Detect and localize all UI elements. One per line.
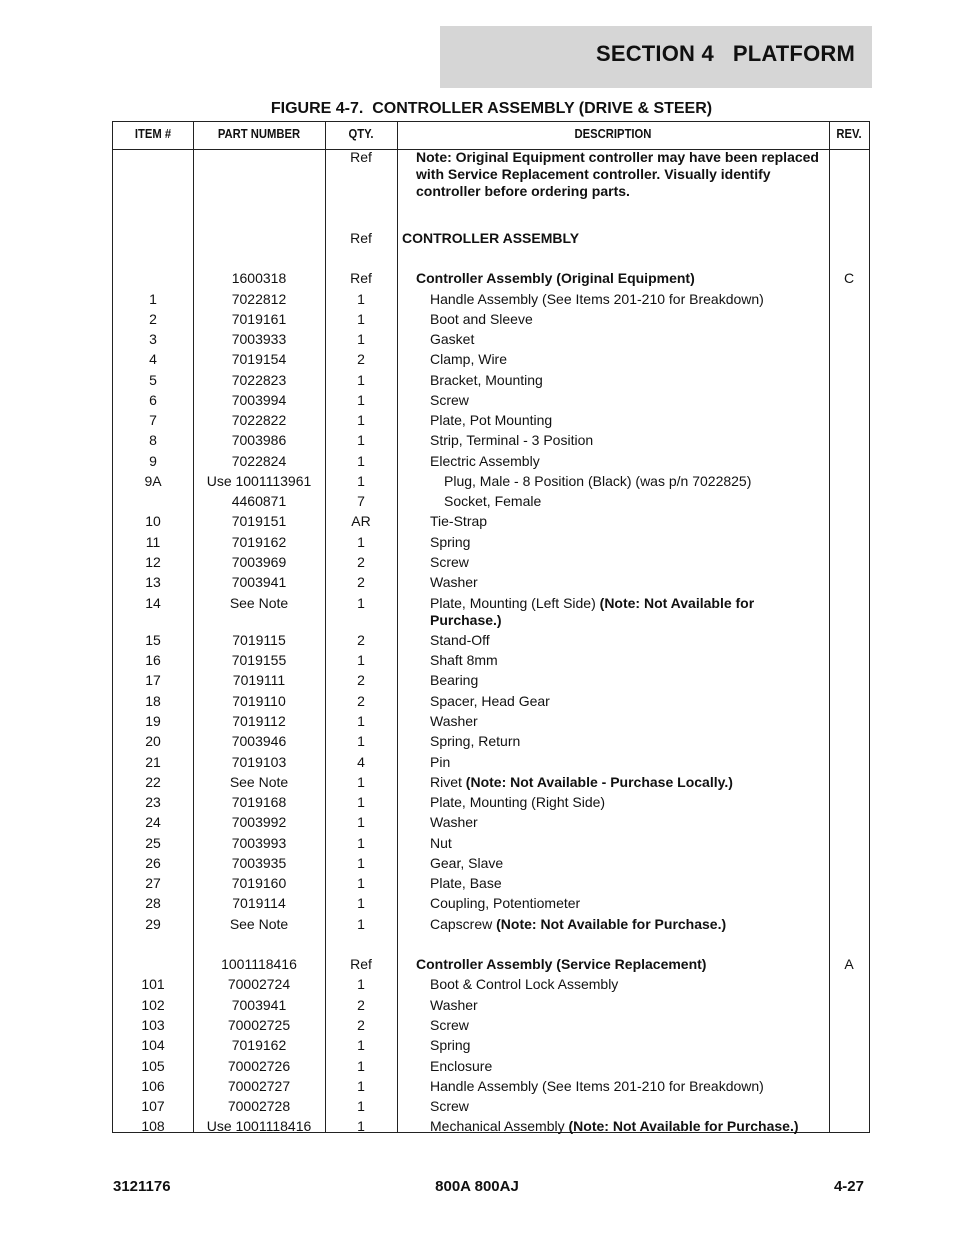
- quantity: 1: [357, 595, 365, 611]
- description: [430, 733, 821, 750]
- item-number: 2: [149, 311, 157, 327]
- item-number: 108: [141, 1118, 165, 1134]
- item-number: 28: [145, 895, 161, 911]
- part-number: 7019151: [231, 513, 287, 529]
- footer-model: 800A 800AJ: [435, 1178, 519, 1195]
- description-text: Screw: [430, 1098, 469, 1114]
- quantity: 2: [357, 632, 365, 648]
- description-text: Washer: [430, 814, 478, 830]
- description-text: Nut: [430, 835, 452, 851]
- item-number: 17: [145, 672, 161, 688]
- quantity: 7: [357, 493, 365, 509]
- description-text: Handle Assembly (See Items 201-210 for Breakdown): [430, 1078, 764, 1094]
- part-number: 7019154: [231, 351, 287, 367]
- description-text: Gasket: [430, 331, 475, 347]
- part-number: 70002728: [227, 1098, 291, 1114]
- quantity: 1: [357, 976, 365, 992]
- quantity: 1: [357, 1037, 365, 1053]
- part-number: 4460871: [231, 493, 287, 509]
- item-number: 25: [145, 835, 161, 851]
- quantity: 1: [357, 1118, 365, 1134]
- quantity: Ref: [350, 230, 372, 246]
- description: [430, 855, 821, 872]
- description: [430, 574, 821, 591]
- description-text: Stand-Off: [430, 632, 490, 648]
- item-number: 16: [145, 652, 161, 668]
- description: [430, 997, 821, 1014]
- part-number: 7022824: [231, 453, 287, 469]
- description-text: Rivet: [430, 774, 466, 790]
- quantity: 2: [357, 351, 365, 367]
- revision: C: [843, 270, 855, 286]
- quantity: Ref: [350, 149, 372, 165]
- description: [430, 1037, 821, 1054]
- part-number: 7019160: [231, 875, 287, 891]
- column-divider: [397, 122, 398, 1132]
- part-number: 7022823: [231, 372, 287, 388]
- part-number: 7019111: [232, 672, 286, 688]
- part-number: 7003941: [231, 574, 287, 590]
- header-item: ITEM #: [134, 127, 172, 141]
- description-text: Controller Assembly (Original Equipment): [416, 270, 695, 286]
- quantity: 1: [357, 372, 365, 388]
- description-text: Boot and Sleeve: [430, 311, 533, 327]
- part-number: 7019162: [231, 534, 287, 550]
- description-text: Plate, Pot Mounting: [430, 412, 553, 428]
- item-number: 29: [145, 916, 161, 932]
- description: [430, 814, 821, 831]
- quantity: 1: [357, 855, 365, 871]
- description-text: Clamp, Wire: [430, 351, 508, 367]
- item-number: 22: [145, 774, 161, 790]
- quantity: 1: [357, 331, 365, 347]
- description: [430, 311, 821, 328]
- description: [430, 976, 821, 993]
- header-description: DESCRIPTION: [574, 127, 652, 141]
- part-number: 7003986: [231, 432, 287, 448]
- section-title: SECTION 4 PLATFORM: [595, 41, 855, 66]
- part-number: 7019155: [231, 652, 287, 668]
- part-number: 7003993: [231, 835, 287, 851]
- description-text: Mechanical Assembly: [430, 1118, 569, 1134]
- description: [430, 412, 821, 429]
- header-part-number: PART NUMBER: [217, 127, 301, 141]
- description-text: Boot & Control Lock Assembly: [430, 976, 619, 992]
- item-number: 23: [145, 794, 161, 810]
- description-text: Plate, Mounting (Left Side): [430, 595, 600, 611]
- description: [430, 895, 821, 912]
- quantity: 1: [357, 453, 365, 469]
- part-number: 7022822: [231, 412, 287, 428]
- part-number: 1600318: [231, 270, 287, 286]
- quantity: 2: [357, 554, 365, 570]
- quantity: 1: [357, 432, 365, 448]
- description-text: Pin: [430, 754, 451, 770]
- description-text: Bracket, Mounting: [430, 372, 543, 388]
- description: [402, 230, 821, 247]
- quantity: 1: [357, 311, 365, 327]
- part-number: 7019115: [232, 632, 286, 648]
- part-number: 70002725: [227, 1017, 291, 1033]
- part-number: See Note: [229, 774, 289, 790]
- table-header: [113, 122, 869, 150]
- description: [430, 774, 821, 791]
- section-banner: [440, 26, 872, 88]
- item-number: 4: [149, 351, 157, 367]
- quantity: 2: [357, 574, 365, 590]
- description: [430, 513, 821, 530]
- description: [430, 1078, 821, 1095]
- description-text: Plate, Base: [430, 875, 502, 891]
- item-number: 107: [141, 1098, 165, 1114]
- description-text: CONTROLLER ASSEMBLY: [402, 230, 580, 246]
- description-text: Tie-Strap: [430, 513, 488, 529]
- description-text: Washer: [430, 574, 478, 590]
- part-number: Use 1001118416: [206, 1118, 312, 1134]
- item-number: 1: [149, 291, 157, 307]
- part-number: 7022812: [231, 291, 287, 307]
- footer-document-number: 3121176: [113, 1178, 171, 1195]
- part-number: 7019103: [231, 754, 287, 770]
- description: [430, 351, 821, 368]
- description-text: Spring, Return: [430, 733, 521, 749]
- item-number: 7: [149, 412, 157, 428]
- quantity: 1: [357, 774, 365, 790]
- part-number: 7003994: [231, 392, 287, 408]
- item-number: 14: [145, 595, 161, 611]
- item-number: 15: [145, 632, 161, 648]
- description: [430, 453, 821, 470]
- item-number: 6: [149, 392, 157, 408]
- description: [430, 693, 821, 710]
- item-number: 12: [145, 554, 161, 570]
- description-text: Enclosure: [430, 1058, 493, 1074]
- item-number: 13: [145, 574, 161, 590]
- part-number: 70002727: [227, 1078, 291, 1094]
- quantity: Ref: [350, 956, 372, 972]
- part-number: 7003946: [231, 733, 287, 749]
- item-number: 101: [141, 976, 165, 992]
- description: [430, 713, 821, 730]
- part-number: 7003941: [231, 997, 287, 1013]
- part-number: See Note: [229, 595, 289, 611]
- description: [430, 1017, 821, 1034]
- description-text: Spring: [430, 534, 471, 550]
- description: [430, 1058, 821, 1075]
- description-text: Spacer, Head Gear: [430, 693, 550, 709]
- description-note: (Note: Not Available for Purchase.): [496, 916, 727, 932]
- description-text: Washer: [430, 997, 478, 1013]
- quantity: 1: [357, 895, 365, 911]
- item-number: 19: [145, 713, 161, 729]
- description-text: Gear, Slave: [430, 855, 504, 871]
- header-rev: REV.: [836, 127, 862, 141]
- description-text: Bearing: [430, 672, 479, 688]
- item-number: 10: [145, 513, 161, 529]
- description-text: Screw: [430, 554, 469, 570]
- item-number: 21: [145, 754, 161, 770]
- quantity: 1: [357, 473, 365, 489]
- description: [430, 554, 821, 571]
- description-text: Screw: [430, 392, 469, 408]
- item-number: 8: [149, 432, 157, 448]
- item-number: 102: [141, 997, 165, 1013]
- description-text: Socket, Female: [444, 493, 542, 509]
- description: [430, 835, 821, 852]
- item-number: 24: [145, 814, 161, 830]
- description-note: (Note: Not Available - Purchase Locally.): [465, 774, 733, 790]
- description: [430, 1118, 821, 1135]
- quantity: 1: [357, 733, 365, 749]
- quantity: 1: [357, 392, 365, 408]
- part-number: 70002726: [227, 1058, 291, 1074]
- description-text: Controller Assembly (Service Replacement): [416, 956, 707, 972]
- item-number: 20: [145, 733, 161, 749]
- footer-page-number: 4-27: [833, 1178, 864, 1195]
- part-number: 7003935: [231, 855, 287, 871]
- description-text: Capscrew: [430, 916, 497, 932]
- item-number: 106: [141, 1078, 165, 1094]
- quantity: 2: [357, 1017, 365, 1033]
- item-number: 104: [141, 1037, 165, 1053]
- description: [430, 432, 821, 449]
- quantity: 2: [357, 693, 365, 709]
- description: [444, 473, 821, 490]
- quantity: 1: [357, 814, 365, 830]
- quantity: Ref: [350, 270, 372, 286]
- description: [430, 331, 821, 348]
- item-number: 103: [141, 1017, 165, 1033]
- description-text: Spring: [430, 1037, 471, 1053]
- quantity: 2: [357, 672, 365, 688]
- description-text: Shaft 8mm: [430, 652, 498, 668]
- description: [430, 291, 821, 308]
- item-number: 18: [145, 693, 161, 709]
- item-number: 9A: [144, 473, 162, 489]
- part-number: 7003969: [231, 554, 287, 570]
- item-number: 3: [149, 331, 157, 347]
- quantity: 1: [357, 412, 365, 428]
- part-number: 7003992: [231, 814, 287, 830]
- item-number: 26: [145, 855, 161, 871]
- description: [430, 1098, 821, 1115]
- description: [416, 149, 821, 200]
- quantity: 2: [357, 997, 365, 1013]
- revision: A: [844, 956, 854, 972]
- description-text: Washer: [430, 713, 478, 729]
- quantity: 1: [357, 1098, 365, 1114]
- part-number: See Note: [229, 916, 289, 932]
- description-text: Plate, Mounting (Right Side): [430, 794, 606, 810]
- description: [430, 754, 821, 771]
- description-text: Handle Assembly (See Items 201-210 for Breakdown): [430, 291, 764, 307]
- figure-title: FIGURE 4-7. CONTROLLER ASSEMBLY (DRIVE & STEER): [270, 100, 713, 117]
- description-note: (Note: Not Available for Purchase.): [568, 1118, 799, 1134]
- quantity: 4: [357, 754, 365, 770]
- quantity: AR: [351, 513, 371, 529]
- quantity: 1: [357, 1078, 365, 1094]
- item-number: 5: [149, 372, 157, 388]
- quantity: 1: [357, 652, 365, 668]
- part-number: 7019114: [232, 895, 286, 911]
- description-text: Note: Original Equipment controller may have been replaced with Service Replacement controller. Visually identify controller before ordering parts.: [416, 149, 823, 199]
- part-number: 7019168: [231, 794, 287, 810]
- description: [416, 956, 821, 973]
- part-number: 7019162: [231, 1037, 287, 1053]
- parts-table: [112, 121, 870, 1133]
- description: [430, 652, 821, 669]
- quantity: 1: [357, 916, 365, 932]
- quantity: 1: [357, 534, 365, 550]
- description-text: Strip, Terminal - 3 Position: [430, 432, 594, 448]
- description: [430, 595, 821, 629]
- part-number: 1001118416: [221, 956, 297, 972]
- quantity: 1: [357, 875, 365, 891]
- description: [416, 270, 821, 287]
- description-text: Plug, Male - 8 Position (Black) (was p/n 7022825): [444, 473, 752, 489]
- part-number: 7019112: [232, 713, 286, 729]
- item-number: 27: [145, 875, 161, 891]
- description: [430, 875, 821, 892]
- header-qty: QTY.: [348, 127, 374, 141]
- quantity: 1: [357, 713, 365, 729]
- description-text: Electric Assembly: [430, 453, 540, 469]
- item-number: 105: [141, 1058, 165, 1074]
- part-number: 7003933: [231, 331, 287, 347]
- quantity: 1: [357, 291, 365, 307]
- description: [430, 672, 821, 689]
- item-number: 11: [145, 534, 161, 550]
- description: [430, 392, 821, 409]
- part-number: 7019110: [232, 693, 286, 709]
- quantity: 1: [357, 835, 365, 851]
- quantity: 1: [357, 1058, 365, 1074]
- item-number: 9: [149, 453, 157, 469]
- part-number: Use 1001113961: [206, 473, 312, 489]
- description: [430, 534, 821, 551]
- description: [430, 916, 821, 933]
- description: [430, 794, 821, 811]
- part-number: 70002724: [227, 976, 291, 992]
- part-number: 7019161: [231, 311, 287, 327]
- description: [430, 632, 821, 649]
- quantity: 1: [357, 794, 365, 810]
- description-text: Coupling, Potentiometer: [430, 895, 581, 911]
- description-note: (Note: Not Available for Purchase.): [430, 595, 755, 628]
- description: [430, 372, 821, 389]
- description-text: Screw: [430, 1017, 469, 1033]
- description: [444, 493, 821, 510]
